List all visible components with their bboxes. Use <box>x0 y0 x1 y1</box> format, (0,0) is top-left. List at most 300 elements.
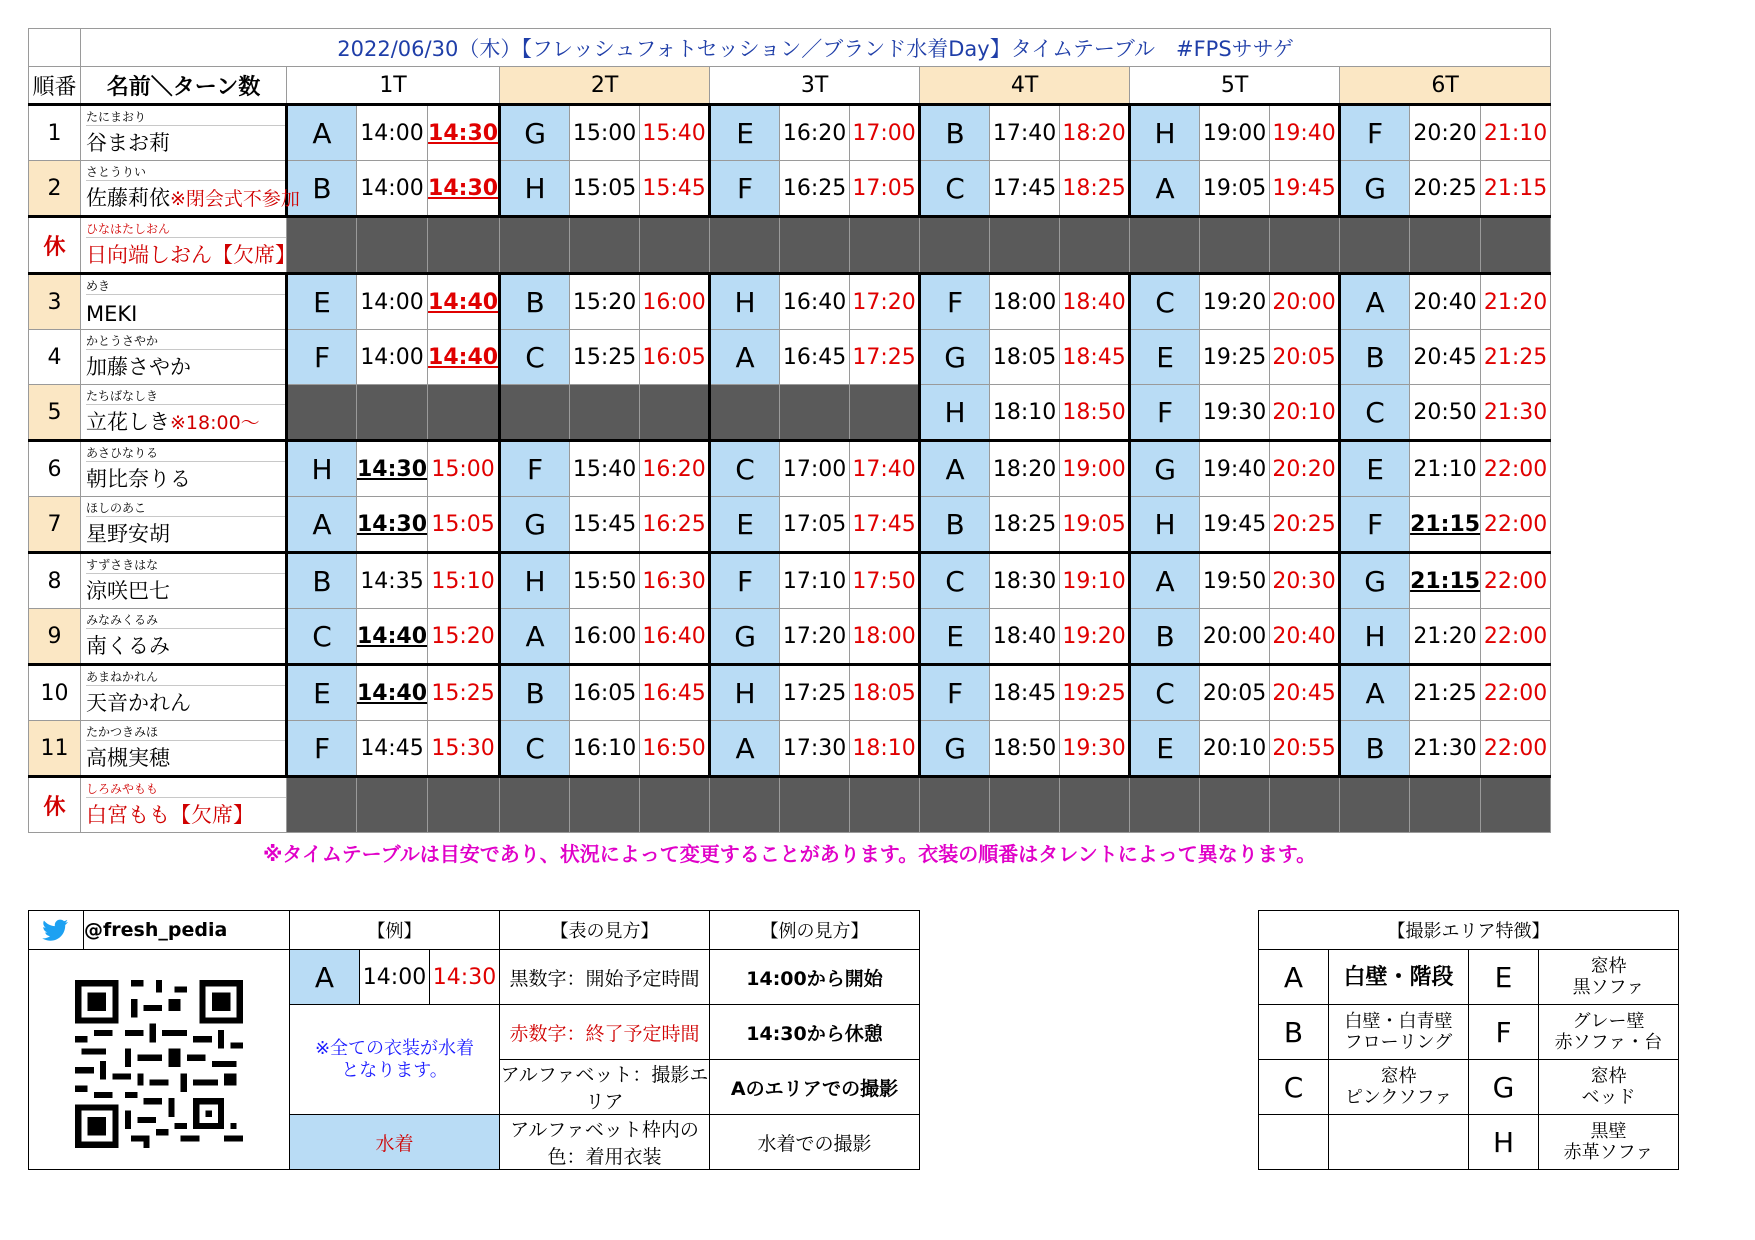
area-letter: B <box>1340 330 1410 385</box>
talent-name <box>86 518 170 548</box>
start-time: 16:00 <box>570 609 640 665</box>
area-letter: H <box>1469 1115 1539 1170</box>
absent-slot <box>710 217 780 274</box>
absent-slot <box>428 217 500 274</box>
kana-divider <box>86 180 285 181</box>
end-time: 19:45 <box>1270 161 1340 217</box>
start-time: 15:20 <box>570 274 640 330</box>
start-time: 21:30 <box>1410 721 1481 777</box>
unavailable-slot <box>640 385 710 441</box>
turn-header: 2T <box>500 67 710 105</box>
start-time: 19:40 <box>1200 441 1270 497</box>
absent-slot <box>500 777 570 833</box>
kana-divider <box>86 461 285 462</box>
end-time: 16:45 <box>640 665 710 721</box>
absent-slot <box>1200 217 1270 274</box>
costume-note-text: ※全ての衣装が水着となります。 <box>314 1037 475 1081</box>
kana-divider <box>86 740 285 741</box>
start-time: 16:25 <box>780 161 850 217</box>
area-letter: F <box>287 721 357 777</box>
area-letter: G <box>500 105 570 161</box>
absent-slot <box>710 777 780 833</box>
start-time: 15:50 <box>570 553 640 609</box>
talent-kana: あさひなりる <box>86 446 159 460</box>
seat-number: 4 <box>29 330 81 385</box>
table-row <box>29 553 1551 609</box>
area-letter: C <box>920 161 990 217</box>
talent-name <box>86 630 170 660</box>
name-turns-header: 名前＼ターン数 <box>81 67 287 105</box>
start-time: 14:00 <box>357 105 428 161</box>
start-time: 19:30 <box>1200 385 1270 441</box>
end-time: 19:20 <box>1060 609 1130 665</box>
absent-slot <box>850 217 920 274</box>
end-time: 15:40 <box>640 105 710 161</box>
legend-item: 赤数字：終了予定時間 <box>500 1005 710 1060</box>
talent-kana: たにまおり <box>86 110 147 124</box>
start-time: 16:10 <box>570 721 640 777</box>
end-time: 18:00 <box>850 609 920 665</box>
talent-kana: めき <box>86 279 111 293</box>
talent-name <box>86 799 254 829</box>
talent-name-cell <box>81 385 287 441</box>
end-time: 22:00 <box>1481 721 1551 777</box>
seat-number: 9 <box>29 609 81 665</box>
end-time: 14:40 <box>428 330 500 385</box>
talent-name <box>86 127 170 157</box>
end-time: 17:05 <box>850 161 920 217</box>
area-letter: G <box>1469 1060 1539 1115</box>
area-letter: C <box>500 330 570 385</box>
timetable <box>28 28 1551 871</box>
absent-slot <box>990 777 1060 833</box>
talent-name-text: 日向端しおん【欠席】 <box>86 243 296 267</box>
example-end-time: 14:30 <box>430 950 500 1005</box>
unavailable-slot <box>287 385 357 441</box>
twitter-icon <box>29 911 84 950</box>
start-time: 16:40 <box>780 274 850 330</box>
area-letter: C <box>920 553 990 609</box>
talent-kana: しろみやもも <box>86 782 159 796</box>
table-row <box>29 721 1551 777</box>
area-letter: H <box>920 385 990 441</box>
talent-kana: すずさきはな <box>86 558 159 572</box>
talent-name-cell <box>81 609 287 665</box>
start-time: 18:45 <box>990 665 1060 721</box>
start-time: 18:20 <box>990 441 1060 497</box>
absent-slot <box>850 777 920 833</box>
legend-table <box>28 910 920 1170</box>
end-time: 17:25 <box>850 330 920 385</box>
seat-number: 3 <box>29 274 81 330</box>
area-desc-line: 窓枠 <box>1380 1066 1417 1087</box>
area-letter: C <box>1130 274 1200 330</box>
area-letter: A <box>1340 665 1410 721</box>
absent-slot <box>287 217 357 274</box>
seat-number: 11 <box>29 721 81 777</box>
talent-name-text: 天音かれん <box>86 691 191 715</box>
table-row <box>29 105 1551 161</box>
end-time: 20:55 <box>1270 721 1340 777</box>
kana-divider <box>86 404 285 405</box>
end-time: 20:45 <box>1270 665 1340 721</box>
table-row <box>29 609 1551 665</box>
area-letter: C <box>500 721 570 777</box>
legend-item: 黒数字：開始予定時間 <box>500 950 710 1005</box>
start-time: 19:45 <box>1200 497 1270 553</box>
area-desc-line: 黒ソファ <box>1572 977 1645 998</box>
talent-kana: さとうりい <box>86 165 147 179</box>
area-letter: E <box>920 609 990 665</box>
area-letter: B <box>920 497 990 553</box>
start-time: 20:45 <box>1410 330 1481 385</box>
talent-name <box>86 302 137 326</box>
seat-number: 5 <box>29 385 81 441</box>
absent-slot <box>357 217 428 274</box>
notice-text: ※タイムテーブルは目安であり、状況によって変更することがあります。衣装の順番はタレントによって異なります。 <box>262 841 1317 866</box>
unavailable-slot <box>850 385 920 441</box>
kana-divider <box>86 125 285 126</box>
kana-divider <box>86 516 285 517</box>
start-time: 19:20 <box>1200 274 1270 330</box>
absent-slot <box>920 777 990 833</box>
start-time: 18:00 <box>990 274 1060 330</box>
end-time: 16:40 <box>640 609 710 665</box>
end-time: 17:50 <box>850 553 920 609</box>
absent-slot <box>1481 777 1551 833</box>
absent-slot <box>640 217 710 274</box>
table-row <box>29 274 1551 330</box>
legend-header: 【表の見方】 <box>500 911 710 950</box>
start-time: 21:15 <box>1410 553 1481 609</box>
area-letter: G <box>1130 441 1200 497</box>
start-time: 14:40 <box>357 609 428 665</box>
start-time: 20:00 <box>1200 609 1270 665</box>
absent-slot <box>1340 777 1410 833</box>
talent-name-text: 高槻実穂 <box>86 746 170 770</box>
end-time: 19:25 <box>1060 665 1130 721</box>
area-letter: H <box>1130 497 1200 553</box>
end-time: 16:20 <box>640 441 710 497</box>
legend-meaning: 14:30から休憩 <box>710 1005 920 1060</box>
end-time: 16:25 <box>640 497 710 553</box>
talent-name-cell <box>81 161 300 217</box>
area-desc-line: 赤ソファ・台 <box>1554 1032 1663 1053</box>
start-time: 20:40 <box>1410 274 1481 330</box>
area-letter: H <box>710 274 780 330</box>
turn-header: 5T <box>1130 67 1340 105</box>
costume-note <box>290 1005 500 1115</box>
absent-slot <box>1270 217 1340 274</box>
start-time: 15:05 <box>570 161 640 217</box>
area-letter: A <box>1130 161 1200 217</box>
start-time: 17:00 <box>780 441 850 497</box>
area-letter: E <box>1469 950 1539 1005</box>
turn-header: 6T <box>1340 67 1551 105</box>
absent-slot <box>990 217 1060 274</box>
area-letter: C <box>1130 665 1200 721</box>
end-time: 21:25 <box>1481 330 1551 385</box>
legend-meaning: 14:00から開始 <box>710 950 920 1005</box>
area-letter: H <box>710 665 780 721</box>
example-area-letter: A <box>290 950 360 1005</box>
end-time: 18:05 <box>850 665 920 721</box>
talent-name-text: 立花しき <box>86 410 170 434</box>
talent-name-cell <box>81 441 287 497</box>
seat-number: 休 <box>29 777 81 833</box>
absent-slot <box>500 217 570 274</box>
seat-number: 10 <box>29 665 81 721</box>
start-time: 21:25 <box>1410 665 1481 721</box>
legend-item: アルファベット：撮影エリア <box>500 1060 710 1115</box>
absent-slot <box>780 217 850 274</box>
turn-header: 4T <box>920 67 1130 105</box>
absent-slot <box>640 777 710 833</box>
absent-slot <box>920 217 990 274</box>
legend-meaning: 水着での撮影 <box>710 1115 920 1170</box>
end-time: 19:00 <box>1060 441 1130 497</box>
start-time: 17:25 <box>780 665 850 721</box>
area-letter: A <box>920 441 990 497</box>
start-time: 15:40 <box>570 441 640 497</box>
area-letter: F <box>287 330 357 385</box>
area-letter: A <box>287 497 357 553</box>
start-time: 14:35 <box>357 553 428 609</box>
end-time: 21:10 <box>1481 105 1551 161</box>
talent-kana: たかつきみほ <box>86 725 159 739</box>
unavailable-slot <box>500 385 570 441</box>
order-header: 順番 <box>29 67 81 105</box>
area-letter: B <box>920 105 990 161</box>
start-time: 21:15 <box>1410 497 1481 553</box>
area-letter: F <box>500 441 570 497</box>
table-row <box>29 777 1551 833</box>
start-time: 17:40 <box>990 105 1060 161</box>
area-letter: F <box>920 665 990 721</box>
area-letter: B <box>500 274 570 330</box>
area-letter: F <box>1130 385 1200 441</box>
absent-slot <box>1130 777 1200 833</box>
talent-note: ※18:00〜 <box>170 412 260 434</box>
area-letter: A <box>1259 950 1329 1005</box>
area-letter: H <box>1130 105 1200 161</box>
talent-name <box>86 351 191 381</box>
end-time: 18:10 <box>850 721 920 777</box>
area-desc-line: 黒壁 <box>1590 1121 1627 1142</box>
absent-slot <box>570 217 640 274</box>
talent-name-cell <box>81 777 287 833</box>
talent-kana: かとうさやか <box>86 334 159 348</box>
area-letter: G <box>1340 161 1410 217</box>
area-letter: B <box>1259 1005 1329 1060</box>
start-time: 18:50 <box>990 721 1060 777</box>
seat-number: 6 <box>29 441 81 497</box>
area-letter: G <box>920 330 990 385</box>
start-time: 17:20 <box>780 609 850 665</box>
start-time: 15:25 <box>570 330 640 385</box>
end-time: 18:45 <box>1060 330 1130 385</box>
end-time: 19:05 <box>1060 497 1130 553</box>
example-meaning-header: 【例の見方】 <box>710 911 920 950</box>
table-row <box>29 330 1551 385</box>
area-letter: B <box>1340 721 1410 777</box>
start-time: 18:25 <box>990 497 1060 553</box>
end-time: 22:00 <box>1481 497 1551 553</box>
end-time: 16:30 <box>640 553 710 609</box>
end-time: 20:40 <box>1270 609 1340 665</box>
talent-kana: みなみくるみ <box>86 613 159 627</box>
start-time: 18:10 <box>990 385 1060 441</box>
talent-name-text: 星野安胡 <box>86 522 170 546</box>
area-letter: F <box>920 274 990 330</box>
end-time: 16:05 <box>640 330 710 385</box>
talent-name-cell <box>81 105 287 161</box>
end-time: 20:30 <box>1270 553 1340 609</box>
area-desc-line: 白壁・白青壁 <box>1344 1011 1453 1032</box>
end-time: 20:25 <box>1270 497 1340 553</box>
end-time: 15:05 <box>428 497 500 553</box>
area-desc <box>1539 1115 1679 1170</box>
end-time: 15:00 <box>428 441 500 497</box>
start-time: 17:10 <box>780 553 850 609</box>
area-letter: A <box>1340 274 1410 330</box>
absent-slot <box>1130 217 1200 274</box>
seat-number: 7 <box>29 497 81 553</box>
start-time: 14:00 <box>357 330 428 385</box>
area-desc <box>1329 1005 1469 1060</box>
end-time: 21:15 <box>1481 161 1551 217</box>
start-time: 21:20 <box>1410 609 1481 665</box>
area-desc <box>1539 1005 1679 1060</box>
area-letter: G <box>1340 553 1410 609</box>
talent-kana: たちばなしき <box>86 389 159 403</box>
end-time: 15:45 <box>640 161 710 217</box>
end-time: 21:30 <box>1481 385 1551 441</box>
area-letter: A <box>287 105 357 161</box>
start-time: 19:05 <box>1200 161 1270 217</box>
area-letter: B <box>1130 609 1200 665</box>
start-time: 21:10 <box>1410 441 1481 497</box>
area-desc <box>1539 950 1679 1005</box>
area-letter: C <box>1259 1060 1329 1115</box>
start-time: 14:30 <box>357 497 428 553</box>
area-letter: H <box>500 553 570 609</box>
costume-label: 水着 <box>290 1115 500 1170</box>
end-time: 21:20 <box>1481 274 1551 330</box>
end-time: 22:00 <box>1481 609 1551 665</box>
twitter-handle[interactable]: @fresh_pedia <box>84 911 290 950</box>
end-time: 16:50 <box>640 721 710 777</box>
area-letter: A <box>710 330 780 385</box>
area-letter: H <box>1340 609 1410 665</box>
qr-code[interactable] <box>29 950 290 1170</box>
start-time: 16:20 <box>780 105 850 161</box>
talent-name-cell <box>81 330 287 385</box>
area-features-table <box>1258 910 1679 1170</box>
start-time: 20:25 <box>1410 161 1481 217</box>
area-letter: F <box>710 161 780 217</box>
area-desc-line: 窓枠 <box>1590 1066 1627 1087</box>
table-row <box>29 441 1551 497</box>
area-desc: 白壁・階段 <box>1329 950 1469 1005</box>
talent-note: ※閉会式不参加 <box>170 188 300 210</box>
start-time: 20:50 <box>1410 385 1481 441</box>
area-letter: G <box>920 721 990 777</box>
end-time: 17:45 <box>850 497 920 553</box>
talent-name-cell <box>81 665 287 721</box>
page-title: 2022/06/30（木）【フレッシュフォトセッション／ブランド水着Day】タイムテーブル #FPSササゲ <box>81 29 1551 67</box>
example-start-time: 14:00 <box>360 950 430 1005</box>
area-letter: E <box>287 274 357 330</box>
area-letter: G <box>710 609 780 665</box>
area-letter: C <box>1340 385 1410 441</box>
talent-name-text: 加藤さやか <box>86 355 191 379</box>
start-time: 14:00 <box>357 274 428 330</box>
seat-number: 1 <box>29 105 81 161</box>
area-desc <box>1539 1060 1679 1115</box>
area-letter: B <box>500 665 570 721</box>
talent-kana: ひなはたしおん <box>86 222 171 236</box>
legend-item: アルファベット枠内の色：着用衣装 <box>500 1115 710 1170</box>
unavailable-slot <box>710 385 780 441</box>
end-time: 19:30 <box>1060 721 1130 777</box>
talent-name-text: 南くるみ <box>86 634 170 658</box>
area-desc-line: 窓枠 <box>1590 956 1627 977</box>
table-row <box>29 217 1551 274</box>
talent-name <box>86 687 191 717</box>
start-time: 19:50 <box>1200 553 1270 609</box>
header-row <box>29 67 1551 105</box>
area-letter: A <box>500 609 570 665</box>
talent-name <box>86 239 296 269</box>
area-letter: E <box>287 665 357 721</box>
end-time: 22:00 <box>1481 441 1551 497</box>
unavailable-slot <box>780 385 850 441</box>
end-time: 17:40 <box>850 441 920 497</box>
area-letter: F <box>1340 497 1410 553</box>
start-time: 14:00 <box>357 161 428 217</box>
start-time: 17:30 <box>780 721 850 777</box>
start-time: 20:05 <box>1200 665 1270 721</box>
area-letter: F <box>1340 105 1410 161</box>
end-time: 20:20 <box>1270 441 1340 497</box>
start-time: 14:45 <box>357 721 428 777</box>
talent-name <box>86 575 170 605</box>
talent-name-cell <box>81 553 287 609</box>
talent-name-text: 白宮もも【欠席】 <box>86 803 254 827</box>
end-time: 16:00 <box>640 274 710 330</box>
area-letter: E <box>1130 721 1200 777</box>
start-time: 17:05 <box>780 497 850 553</box>
absent-slot <box>287 777 357 833</box>
kana-divider <box>86 685 285 686</box>
area-letter: C <box>287 609 357 665</box>
area-letter: B <box>287 161 357 217</box>
kana-divider <box>86 797 286 798</box>
absent-slot <box>1060 777 1130 833</box>
talent-name-text: 朝比奈りる <box>86 467 191 491</box>
talent-name-text: 佐藤莉依 <box>86 186 170 210</box>
start-time: 17:45 <box>990 161 1060 217</box>
area-letter: E <box>710 497 780 553</box>
talent-name-text: MEKI <box>86 302 138 326</box>
area-desc <box>1329 1115 1469 1170</box>
area-letter: E <box>1340 441 1410 497</box>
end-time: 19:40 <box>1270 105 1340 161</box>
absent-slot <box>1270 777 1340 833</box>
talent-name-cell <box>81 497 287 553</box>
area-letter: E <box>1130 330 1200 385</box>
